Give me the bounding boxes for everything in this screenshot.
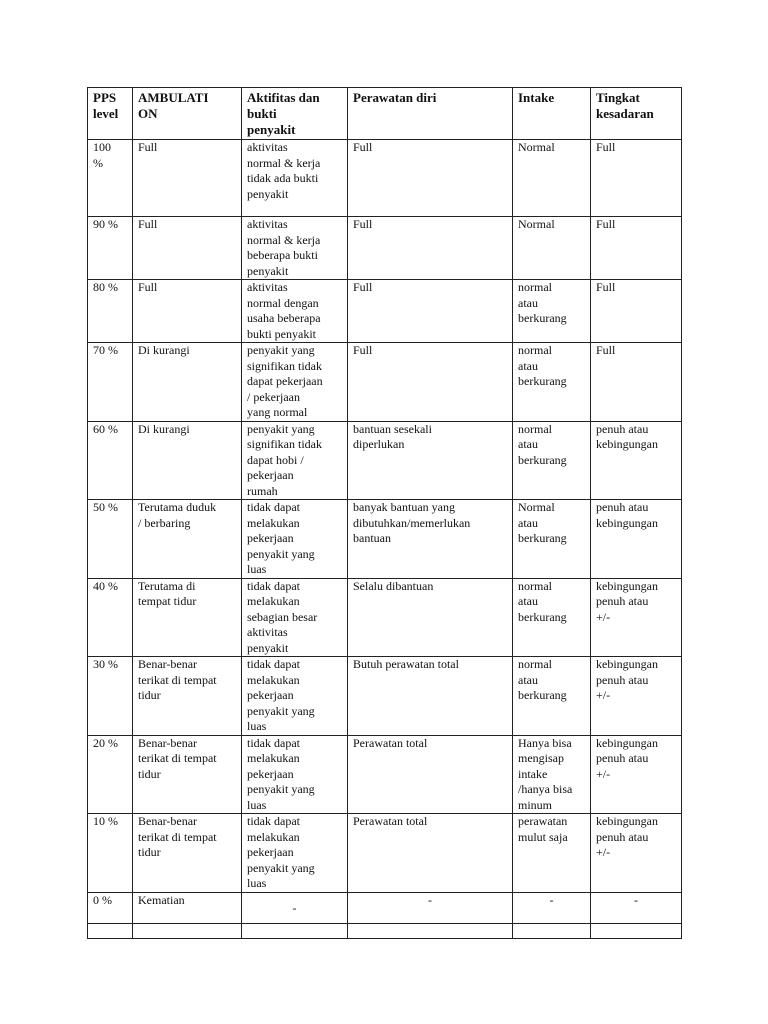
table-row (88, 735, 682, 814)
table-cell: Terutama duduk / berbaring (133, 500, 242, 579)
header-pps-level: PPS level (88, 88, 133, 140)
table-row (88, 578, 682, 657)
table-cell: 60 % (88, 421, 133, 500)
table-cell: Di kurangi (133, 343, 242, 422)
table-cell: 80 % (88, 280, 133, 343)
table-cell: Perawatan total (348, 735, 513, 814)
table-cell: 40 % (88, 578, 133, 657)
table-cell: - (348, 892, 513, 923)
table-row (88, 500, 682, 579)
table-cell: 90 % (88, 217, 133, 280)
table-row (88, 343, 682, 422)
table-cell: Full (133, 280, 242, 343)
table-cell (591, 923, 682, 938)
table-cell: Benar-benar terikat di tempat tidur (133, 735, 242, 814)
table-cell: Di kurangi (133, 421, 242, 500)
table-cell: - (242, 892, 348, 923)
table-cell: - (591, 892, 682, 923)
table-cell: 20 % (88, 735, 133, 814)
header-intake: Intake (513, 88, 591, 140)
table-cell: Full (591, 140, 682, 217)
table-cell: Full (348, 280, 513, 343)
table-cell: Butuh perawatan total (348, 657, 513, 736)
table-cell: 30 % (88, 657, 133, 736)
table-cell: penuh atau kebingungan (591, 421, 682, 500)
table-cell: Normal atau berkurang (513, 500, 591, 579)
table-cell: Full (133, 140, 242, 217)
table-cell (348, 923, 513, 938)
table-row (88, 657, 682, 736)
table-cell (242, 923, 348, 938)
table-cell: Normal (513, 217, 591, 280)
pps-table (87, 87, 682, 939)
table-cell: normal atau berkurang (513, 578, 591, 657)
table-cell: - (513, 892, 591, 923)
table-cell: tidak dapat melakukan sebagian besar aktivitas penyakit (242, 578, 348, 657)
table-cell: Normal (513, 140, 591, 217)
table-cell: Terutama di tempat tidur (133, 578, 242, 657)
table-cell: normal atau berkurang (513, 657, 591, 736)
table-cell: Full (591, 343, 682, 422)
table-cell (513, 923, 591, 938)
table-cell: Full (133, 217, 242, 280)
table-cell: penyakit yang signifikan tidak dapat pekerjaan / pekerjaan yang normal (242, 343, 348, 422)
table-cell: Full (348, 140, 513, 217)
table-cell: penuh atau kebingungan (591, 500, 682, 579)
table-cell: kebingungan penuh atau +/- (591, 578, 682, 657)
table-cell: Full (348, 217, 513, 280)
table-row (88, 421, 682, 500)
table-cell: kebingungan penuh atau +/- (591, 735, 682, 814)
table-row (88, 814, 682, 893)
header-ambulation: AMBULATI ON (133, 88, 242, 140)
table-cell: Hanya bisa mengisap intake /hanya bisa minum (513, 735, 591, 814)
header-row (88, 88, 682, 140)
table-cell: tidak dapat melakukan pekerjaan penyakit yang luas (242, 735, 348, 814)
table-cell (88, 923, 133, 938)
table-cell: 70 % (88, 343, 133, 422)
table-cell: Kematian (133, 892, 242, 923)
table-cell: Full (348, 343, 513, 422)
table-cell: aktivitas normal & kerja tidak ada bukti penyakit (242, 140, 348, 217)
table-cell: Selalu dibantuan (348, 578, 513, 657)
table-cell (133, 923, 242, 938)
table-cell: tidak dapat melakukan pekerjaan penyakit yang luas (242, 657, 348, 736)
table-row (88, 140, 682, 217)
table-cell: penyakit yang signifikan tidak dapat hobi / pekerjaan rumah (242, 421, 348, 500)
table-cell: normal atau berkurang (513, 421, 591, 500)
table-row (88, 280, 682, 343)
table-cell: aktivitas normal dengan usaha beberapa bukti penyakit (242, 280, 348, 343)
table-cell: tidak dapat melakukan pekerjaan penyakit yang luas (242, 500, 348, 579)
table-cell: 100 % (88, 140, 133, 217)
table-cell: Perawatan total (348, 814, 513, 893)
table-cell: Benar-benar terikat di tempat tidur (133, 657, 242, 736)
table-cell: Benar-benar terikat di tempat tidur (133, 814, 242, 893)
table-cell: Full (591, 280, 682, 343)
table-cell: banyak bantuan yang dibutuhkan/memerlukan bantuan (348, 500, 513, 579)
header-aktifitas: Aktifitas dan bukti penyakit (242, 88, 348, 140)
table-cell: normal atau berkurang (513, 280, 591, 343)
table-row (88, 217, 682, 280)
table-cell: perawatan mulut saja (513, 814, 591, 893)
table-cell: kebingungan penuh atau +/- (591, 657, 682, 736)
table-cell: 0 % (88, 892, 133, 923)
table-cell: kebingungan penuh atau +/- (591, 814, 682, 893)
header-perawatan-diri: Perawatan diri (348, 88, 513, 140)
table-cell: 50 % (88, 500, 133, 579)
table-cell: tidak dapat melakukan pekerjaan penyakit yang luas (242, 814, 348, 893)
table-cell: bantuan sesekali diperlukan (348, 421, 513, 500)
table-cell: 10 % (88, 814, 133, 893)
table-cell: normal atau berkurang (513, 343, 591, 422)
table-cell: Full (591, 217, 682, 280)
table-row (88, 923, 682, 938)
table-cell: aktivitas normal & kerja beberapa bukti penyakit (242, 217, 348, 280)
header-tingkat-kesadaran: Tingkat kesadaran (591, 88, 682, 140)
table-row (88, 892, 682, 923)
